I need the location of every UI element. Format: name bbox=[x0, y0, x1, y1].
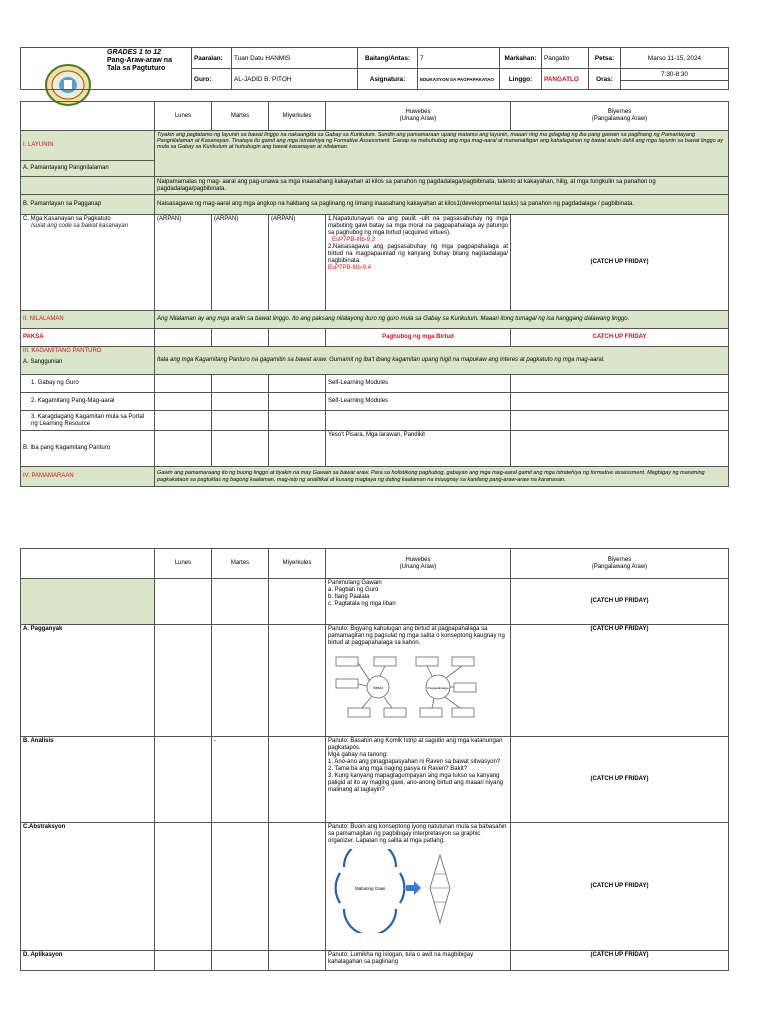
analisis-lunes bbox=[155, 737, 212, 823]
kagamitan-mag-miyerkules bbox=[269, 393, 326, 411]
paaralan-label: Paaralan: bbox=[192, 48, 232, 69]
aplikasyon-label: D. Aplikasyon bbox=[21, 951, 155, 971]
day-martes-2: Martes bbox=[212, 549, 269, 579]
panimula-label bbox=[21, 579, 155, 625]
day-miyerkules: Miyerkules bbox=[269, 102, 326, 131]
karagdagang-label: 3. Karagdagang Kagamitan mula sa Portal ng Learning Resource bbox=[21, 411, 155, 431]
concept-box bbox=[416, 657, 438, 666]
header-title bbox=[21, 48, 192, 90]
karagdagang-miyerkules bbox=[269, 411, 326, 431]
baitang-label: Baitang/Antas: bbox=[358, 48, 418, 69]
pagganap-label: B. Pamantayan sa Pagganap bbox=[21, 195, 155, 215]
pagganyak-martes bbox=[212, 625, 269, 737]
kagamitan-cell bbox=[21, 347, 155, 375]
oras-value: 7:30-8:30 bbox=[621, 69, 729, 81]
petsa-value: Marso 11-15, 2024 bbox=[621, 48, 729, 69]
concept-map-diagram bbox=[332, 653, 482, 725]
title-line1: GRADES 1 to 12 bbox=[107, 49, 162, 56]
kagamitan-mag-martes bbox=[212, 393, 269, 411]
kasanayan-label: C. Mga Kasanayan sa Pagkatuto bbox=[23, 216, 111, 222]
analisis-miyerkules bbox=[269, 737, 326, 823]
cycle-arrow-left bbox=[336, 873, 340, 903]
pamamaraan-label: IV. PAMAMARAAN bbox=[21, 467, 155, 487]
gabay-biyernes bbox=[511, 375, 729, 393]
paksa-label: PAKSA bbox=[21, 329, 155, 347]
concept-box bbox=[454, 683, 476, 692]
kagamitan-mag-label: 2. Kagamitang Pang-Mag-aaral bbox=[21, 393, 155, 411]
pamantayang-text: Naipamamalas ng mag- aaral ang pag-unawa sa mga inaasahang kakayahan at kilos sa panahon ng pagdadalaga/pagbibinata, talento at kakayahan, hilig, at mga tungkulin sa panahon ng pagdadalaga/pagbibinata. bbox=[155, 177, 729, 195]
panimula-martes bbox=[212, 579, 269, 625]
day-huwebes-2: Huwebes (Unang Araw) bbox=[326, 549, 511, 579]
abstraksyon-lunes bbox=[155, 823, 212, 951]
karagdagang-martes bbox=[212, 411, 269, 431]
aplikasyon-catchup: (CATCH UP FRIDAY) bbox=[511, 951, 729, 971]
right-arrow-icon bbox=[406, 881, 421, 895]
cycle-arrow-bottom bbox=[344, 909, 396, 933]
diamond-shape bbox=[430, 855, 450, 923]
aplikasyon-martes bbox=[212, 951, 269, 971]
pagganyak-cell bbox=[326, 625, 511, 737]
kagamitan-mag-lunes bbox=[155, 393, 212, 411]
oras-blank bbox=[621, 81, 729, 90]
day-miyerkules-2: Miyerkules bbox=[269, 549, 326, 579]
pamamaraan-row bbox=[21, 467, 729, 487]
panimula-catchup: (CATCH UP FRIDAY) bbox=[511, 579, 729, 625]
concept-box bbox=[336, 657, 358, 666]
lesson-plan-table-2 bbox=[20, 548, 729, 971]
cycle-arrow-right bbox=[400, 873, 404, 903]
title-line3: Tala sa Pagtuturo bbox=[107, 65, 166, 72]
karagdagang-biyernes bbox=[511, 411, 729, 431]
pagganap-text: Naisasagawa ng mag-aaral ang mga angkop na hakbang sa paglinang ng limang inaasahang kakayahan at kilos1(developmental tasks) sa panahon ng pagdadalaga / pagbibinata. bbox=[155, 195, 729, 215]
day-martes: Martes bbox=[212, 102, 269, 131]
pagganyak-label: A. Pagganyak bbox=[21, 625, 155, 737]
kasanayan-item1: 1.Napatutunayan na ang paulit -ulit na pagsasabuhay ng mga mabuting gawi batay sa mga moral na pagpapahalaga ay patungo sa paghubog ng mga birtud (acquired virtues). bbox=[328, 216, 508, 236]
day-huwebes: Huwebes (Unang Araw) bbox=[326, 102, 511, 131]
asignatura-label: Asignatura: bbox=[358, 69, 418, 90]
paaralan-value: Tuan Datu HANMIS bbox=[232, 48, 358, 69]
gabay-label: 1. Gabay ng Guro bbox=[21, 375, 155, 393]
concept-box bbox=[348, 708, 370, 717]
day-biyernes: Biyernes (Pangalawang Araw) bbox=[511, 102, 729, 131]
iba-miyerkules bbox=[269, 431, 326, 467]
kagamitan-label: III. KAGAMITANG PANTURO bbox=[23, 348, 102, 354]
asignatura-value: EDUKASYON SA PAGPAPAKATAO bbox=[418, 69, 500, 90]
graphic-organizer-diagram bbox=[330, 849, 460, 933]
lesson-plan-table-1 bbox=[20, 101, 729, 487]
iba-label: B. Iba pang Kagamitang Panturo bbox=[21, 431, 155, 467]
panimula-items: Panimulang Gawain a. Pagbati ng Guro b. Ilang Paalala c. Pagtatala ng mga liban bbox=[326, 579, 511, 625]
nilalaman-text: Ang Nilalaman ay ang mga aralin sa bawat linggo. Ito ang paksang nilalayong ituro ng guro mula sa Gabay sa Kurikulum. Maaari itong tumagal ng isa hanggang dalawang linggo. bbox=[155, 311, 729, 329]
kagamitan-mag-value: Self-Learning Modules bbox=[326, 393, 511, 411]
kasanayan-code2: EsP7PB-IIIb-9.4 bbox=[328, 265, 372, 271]
iba-biyernes bbox=[511, 431, 729, 467]
karagdagang-huwebes bbox=[326, 411, 511, 431]
iba-row bbox=[21, 431, 729, 467]
kasanayan-catchup: (CATCH UP FRIDAY) bbox=[511, 215, 729, 311]
abstraksyon-row bbox=[21, 823, 729, 951]
diagram-pagpapahalaga-label: Pagpapahalaga bbox=[427, 686, 449, 690]
arpan-martes: (ARPAN) bbox=[212, 215, 269, 311]
kasanayan-cell bbox=[21, 215, 155, 311]
nilalaman-label: II. NILALAMAN bbox=[21, 311, 155, 329]
pagganyak-text: Panuto: Bigyang kahulugan ang birtud at pagpapahalaga sa pamamagitan ng pagsulat ng mga salita o konseptong kaugnay ng birtud at pagpapahalaga sa kahon. bbox=[328, 626, 505, 646]
analisis-row bbox=[21, 737, 729, 823]
concept-box bbox=[384, 708, 406, 717]
concept-box bbox=[374, 657, 396, 666]
kasanayan-huwebes bbox=[326, 215, 511, 311]
oras-label: Oras: bbox=[589, 69, 621, 90]
abstraksyon-catchup: (CATCH UP FRIDAY) bbox=[511, 823, 729, 951]
iba-martes bbox=[212, 431, 269, 467]
days-header-row-2 bbox=[21, 549, 729, 579]
day-lunes-2: Lunes bbox=[155, 549, 212, 579]
gabay-lunes bbox=[155, 375, 212, 393]
title-line2: Pang-Araw-araw na bbox=[107, 57, 172, 64]
abstraksyon-martes bbox=[212, 823, 269, 951]
abstraksyon-miyerkules bbox=[269, 823, 326, 951]
sanggunian-label: A. Sanggunian bbox=[23, 359, 63, 365]
kagamitan-mag-biyernes bbox=[511, 393, 729, 411]
karagdagang-row bbox=[21, 411, 729, 431]
aplikasyon-miyerkules bbox=[269, 951, 326, 971]
baitang-value: 7 bbox=[418, 48, 500, 69]
pagganyak-catchup: (CATCH UP FRIDAY) bbox=[511, 625, 729, 737]
abstraksyon-text: Panuto: Buoin ang konseptong iyong natutunan mula sa babasahin sa pamamagitan ng pagbibigay interpretasyon sa graphic organizer. Lapatan ng salita at mga patlang. bbox=[328, 824, 507, 844]
aplikasyon-text: Panuto: Lumikha ng islogan, tula o awit na magbibigay kahalagahan sa paglinang bbox=[326, 951, 511, 971]
kasanayan-row bbox=[21, 215, 729, 311]
concept-box bbox=[452, 657, 474, 666]
arpan-lunes: (ARPAN) bbox=[155, 215, 212, 311]
pagganyak-lunes bbox=[155, 625, 212, 737]
day-biyernes-2: Biyernes (Pangalawang Araw) bbox=[511, 549, 729, 579]
markahan-value: Pangatlo bbox=[542, 48, 589, 69]
panimula-miyerkules bbox=[269, 579, 326, 625]
concept-box bbox=[420, 708, 442, 717]
pamantayang-label-spacer bbox=[21, 177, 155, 195]
concept-box bbox=[452, 708, 474, 717]
guro-label: Guro: bbox=[192, 69, 232, 90]
corner-cell bbox=[21, 102, 155, 131]
pagganyak-miyerkules bbox=[269, 625, 326, 737]
nilalaman-row bbox=[21, 311, 729, 329]
organizer-center-label: Mabuting Gawi bbox=[354, 886, 386, 891]
aplikasyon-row bbox=[21, 951, 729, 971]
linggo-label: Linggo: bbox=[500, 69, 542, 90]
abstraksyon-cell bbox=[326, 823, 511, 951]
pagganap-row bbox=[21, 195, 729, 215]
concept-box bbox=[336, 679, 358, 688]
gabay-row bbox=[21, 375, 729, 393]
cycle-arrow-top bbox=[344, 849, 396, 867]
abstraksyon-label: C.Abstraksyon bbox=[21, 823, 155, 951]
paksa-value: Paghubog ng mga Birtud bbox=[326, 329, 511, 347]
pamamaraan-text: Gawin ang pamamaraang ito ng buong linggo at tiyakin na may Gawain sa bawat araw. Para sa holistikong paghubog, gabayan ang mga mag-aaral gamit ang mga istratehiya ng formative assessment. Magbigay ng maraming pagkakataon sa pagtuklas ng bagong kaalaman, mag-isip ng analitikal at kusang magtaya ng dating kaalaman na iniuugnay sa kanilang pang-araw-araw na karanasan. bbox=[155, 467, 729, 487]
kasanayan-code1: EsP7PB-IIIb-9.3 bbox=[332, 237, 376, 243]
kagamitan-mag-row bbox=[21, 393, 729, 411]
paksa-catchup: CATCH UP FRIDAY bbox=[511, 329, 729, 347]
analisis-catchup: (CATCH UP FRIDAY) bbox=[511, 737, 729, 823]
guro-value: AL-JADID B. PITOH bbox=[232, 69, 358, 90]
analisis-label: B. Analisis bbox=[21, 737, 155, 823]
iba-value: Yeso't Pisara, Mga larawan, Pandikit bbox=[326, 431, 511, 467]
pagganyak-row bbox=[21, 625, 729, 737]
layunin-label: I. LAYUNIN bbox=[21, 131, 155, 161]
paksa-row bbox=[21, 329, 729, 347]
gabay-martes bbox=[212, 375, 269, 393]
day-lunes: Lunes bbox=[155, 102, 212, 131]
layunin-row bbox=[21, 131, 729, 161]
header-table bbox=[20, 47, 729, 90]
paksa-lunes bbox=[155, 329, 212, 347]
paksa-martes bbox=[212, 329, 269, 347]
kagamitan-row bbox=[21, 347, 729, 375]
diagram-birtud-label: Birtud bbox=[373, 686, 383, 690]
kagamitan-text: Itala ang mga Kagamitang Panturo na gagamitin sa bawat araw. Gumamit ng iba't ibang kagamitan upang higit na mapukaw ang interes at pagkatuto ng mga mag-aaral. bbox=[155, 347, 729, 375]
corner-cell-2 bbox=[21, 549, 155, 579]
kasanayan-item2: 2.Naisasagawa ang pagsasabuhay ng mga pagpapahalaga at birtud na magpapaunlad ng kanyang buhay bilang nagdadalaga/ nagbibinata. bbox=[328, 244, 508, 264]
kasanayan-sub: Isulat ang code sa bawat kasanayan bbox=[31, 223, 129, 229]
arpan-miyerkules: (ARPAN) bbox=[269, 215, 326, 311]
pamantayang-label: A. Pamantayang Pangnilalaman bbox=[21, 161, 155, 177]
analisis-martes: - bbox=[212, 737, 269, 823]
paksa-miyerkules bbox=[269, 329, 326, 347]
gabay-value: Self-Learning Modules bbox=[326, 375, 511, 393]
petsa-label: Petsa: bbox=[589, 48, 621, 69]
pamantayang-text-row bbox=[21, 177, 729, 195]
panimula-lunes bbox=[155, 579, 212, 625]
iba-lunes bbox=[155, 431, 212, 467]
aplikasyon-lunes bbox=[155, 951, 212, 971]
karagdagang-lunes bbox=[155, 411, 212, 431]
days-header-row bbox=[21, 102, 729, 131]
linggo-value: PANGATLO bbox=[542, 69, 589, 90]
gabay-miyerkules bbox=[269, 375, 326, 393]
analisis-text: Panuto: Basahin ang Komik Istrip at sagutin ang mga katanungan pagkatapos. Mga gabay na tanong: 1. Ano-ano ang pinagpapasyahan ni Raven sa bawat sitwasyon? 2. Tama ba ang mga naging pasya ni Raven? Bakit? 3. Kung kanyang mapagtagumpayan ang mga tukso sa kanyang paligid at ito ay maging gawi, ano-anong birtud ang maaari niyang malinang at taglayin? bbox=[326, 737, 511, 823]
markahan-label: Markahan: bbox=[500, 48, 542, 69]
layunin-text: Tiyakin ang pagtatamo ng layunin sa bawat linggo na nakaangkla sa Gabay sa Kurikulum. Sundin ang pamamaraan upang matamo ang layunin, maaari ring ma gdagdag ng iba pang gawain sa paglinang ng Pamantayang Pangnilalaman at Kasanayan. Tinataya ito gamit ang mga istratehiya ng Formative Assessment. Ganap na mahuhubog ang mga mag-aaral at mananatiligan ang kahalagahan ng bawat aralin dahil ang mga layunin sa bawat linggo ay mula sa Gabay sa Kurikulum at huhubugin ang bawat kasanayan at nilalaman. bbox=[155, 131, 729, 177]
panimula-row bbox=[21, 579, 729, 625]
